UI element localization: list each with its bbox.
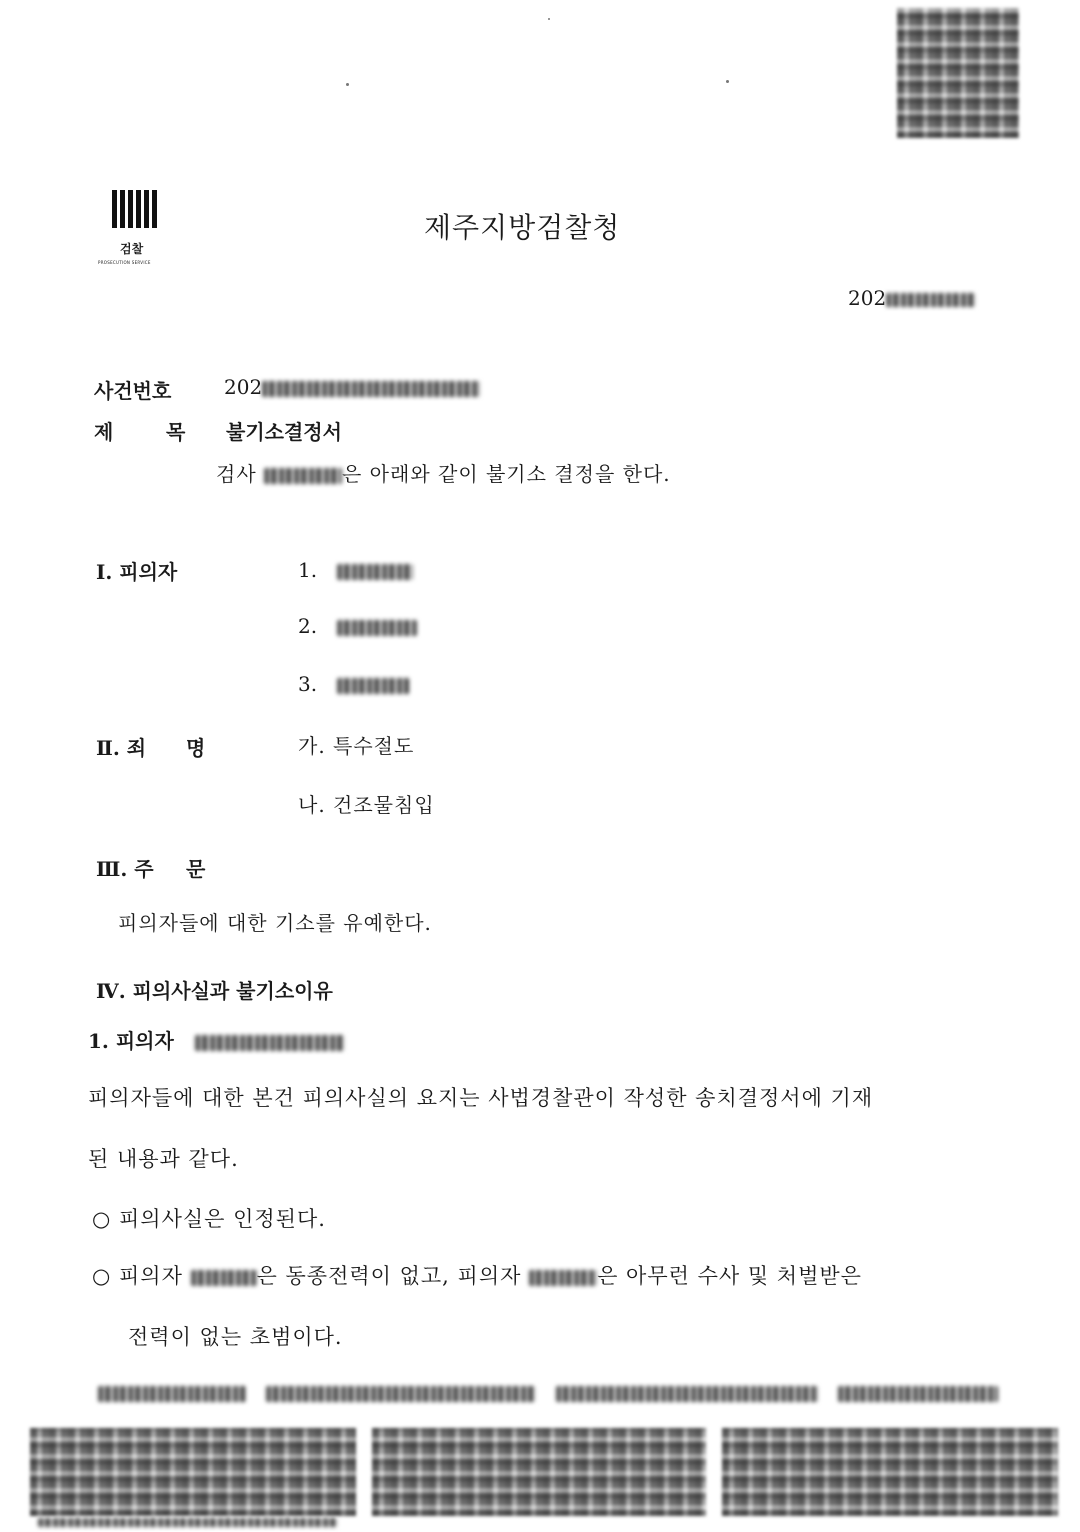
logo-bars-icon (96, 188, 178, 270)
section-1-heading: Ⅰ. 피의자 (96, 560, 178, 584)
scan-dot (346, 83, 349, 86)
section-4-heading: Ⅳ. 피의사실과 불기소이유 (96, 979, 333, 1003)
redacted-text-line (98, 1386, 998, 1404)
disposition-text: 피의자들에 대한 기소를 유예한다. (118, 911, 432, 935)
redacted-prosecutor-name (264, 468, 342, 484)
redacted-segment (98, 1386, 246, 1402)
redacted-suspect-name (529, 1270, 597, 1286)
logo-subtext: PROSECUTION SERVICE (98, 260, 151, 265)
agency-title: 제주지방검찰청 (424, 211, 621, 244)
suspect-item-3 (298, 672, 409, 696)
case-number-label: 사건번호 (94, 379, 172, 403)
redacted-footer-block-3 (722, 1428, 1058, 1516)
redacted-segment (266, 1386, 536, 1402)
suspect-item-1 (298, 558, 413, 582)
scan-dot (726, 80, 729, 83)
prosecution-logo (96, 188, 178, 270)
redacted-suspect-name (337, 564, 413, 580)
section-3-heading-num: Ⅲ. 주 (96, 857, 154, 881)
prosecutor-prefix: 검사 (216, 462, 257, 486)
bullet-2-part-a: ○ 피의자 (92, 1264, 183, 1288)
subheading-label: 1. 피의자 (88, 1029, 174, 1053)
bullet-2-part-c: 은 아무런 수사 및 처벌받은 (597, 1264, 862, 1288)
redacted-qr-code (897, 8, 1019, 138)
redacted-suspect-name (337, 678, 409, 694)
issue-date-prefix: 202 (848, 286, 887, 310)
charge-item-1: 가. 특수절도 (298, 734, 415, 758)
bullet-2-line-2: 전력이 없는 초범이다. (128, 1325, 343, 1349)
redacted-suspect-names (195, 1035, 345, 1051)
redacted-segment (838, 1386, 998, 1402)
logo-text: 검찰 (120, 242, 144, 256)
bullet-2-part-b: 은 동종전력이 없고, 피의자 (256, 1264, 522, 1288)
redacted-footer-text (38, 1518, 358, 1528)
subject-value: 불기소결정서 (226, 420, 342, 444)
redacted-date (886, 293, 976, 307)
redacted-footer-block-1 (30, 1428, 356, 1516)
bullet-2 (92, 1260, 862, 1290)
section-4-subheading (88, 1025, 345, 1054)
reason-paragraph-line-1: 피의자들에 대한 본건 피의사실의 요지는 사법경찰관이 작성한 송치결정서에 기재 (88, 1086, 874, 1110)
suspect-number: 2. (298, 614, 318, 638)
section-2-heading-word: 명 (186, 736, 206, 760)
redacted-footer-block-2 (372, 1428, 706, 1516)
section-2-heading-num: Ⅱ. 죄 (96, 736, 147, 760)
case-number-value (224, 375, 480, 399)
redacted-segment (556, 1386, 818, 1402)
subject-label-2: 목 (166, 420, 186, 444)
redacted-suspect-name (337, 620, 417, 636)
redacted-case-number (262, 381, 480, 397)
suspect-number: 1. (298, 558, 318, 582)
redacted-segment (38, 1518, 338, 1527)
prosecutor-line (216, 458, 671, 487)
case-number-prefix: 202 (224, 375, 263, 399)
subject-label-1: 제 (94, 420, 114, 444)
suspect-number: 3. (298, 672, 318, 696)
charge-item-2: 나. 건조물침입 (298, 793, 435, 817)
section-3-heading-word: 문 (186, 857, 206, 881)
bullet-1: ○ 피의사실은 인정된다. (92, 1207, 326, 1231)
scan-dot (548, 18, 550, 20)
reason-paragraph-line-2: 된 내용과 같다. (88, 1147, 239, 1171)
redacted-suspect-name (191, 1270, 257, 1286)
issue-date (848, 286, 976, 310)
suspect-item-2 (298, 614, 417, 638)
prosecutor-suffix: 은 아래와 같이 불기소 결정을 한다. (342, 462, 671, 486)
